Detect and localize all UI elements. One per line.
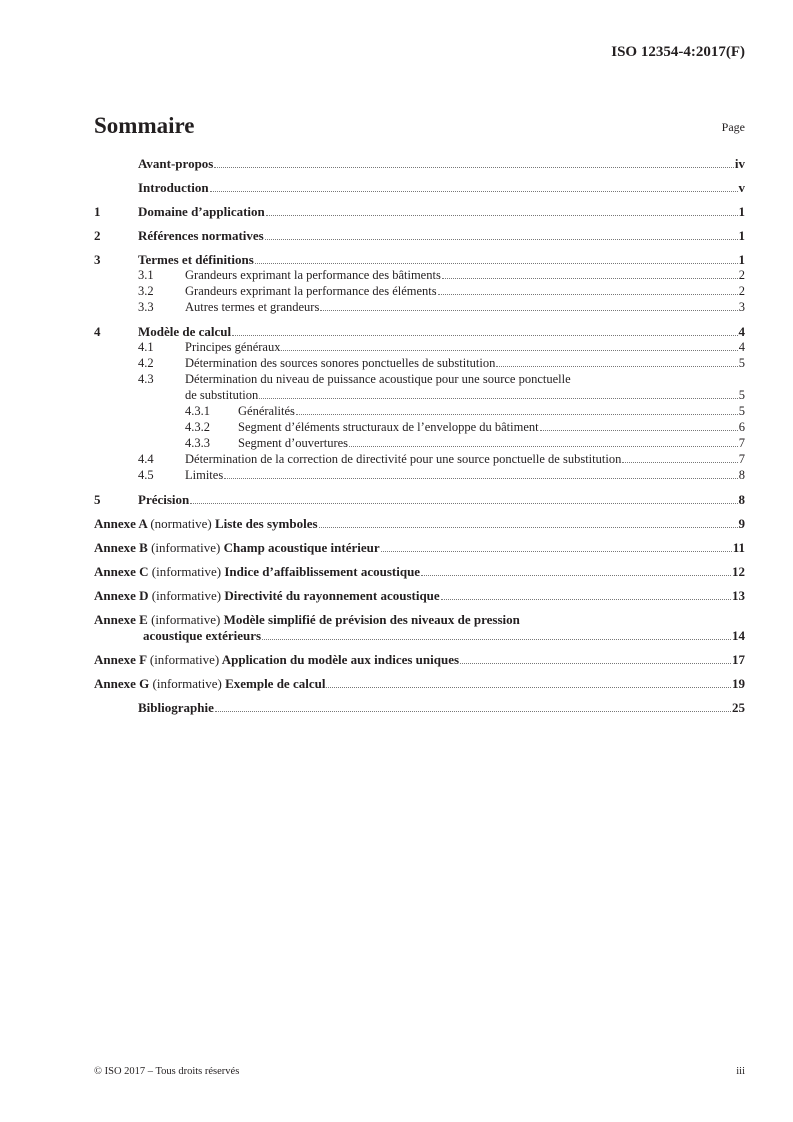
toc-entry-title: Termes et définitions — [138, 252, 254, 267]
toc-entry-number: 2 — [94, 228, 101, 243]
toc-entry-title-cont: acoustique extérieurs — [143, 628, 262, 643]
toc-entry-page: 3 — [738, 300, 745, 314]
copyright: © ISO 2017 – Tous droits réservés — [94, 1066, 240, 1077]
toc-entry-page: 25 — [732, 700, 745, 715]
toc-entry-title: Limites — [185, 468, 224, 482]
toc-entry-number: 3.3 — [138, 300, 154, 314]
toc-entry-title-cont: de substitution — [185, 388, 259, 402]
toc-entry-continuation[interactable] — [94, 388, 745, 404]
annex-label: Annexe D — [94, 588, 149, 603]
page-title: Sommaire — [94, 113, 195, 138]
dot-leader — [265, 239, 738, 240]
toc-entry-number: 4.3.3 — [185, 436, 210, 450]
toc-entry-title: Domaine d’application — [138, 204, 265, 219]
dot-leader — [381, 551, 732, 552]
toc-entry-number: 3.2 — [138, 284, 154, 298]
toc-entry[interactable] — [94, 228, 745, 244]
toc-entry-page: 1 — [738, 228, 745, 243]
toc-entry-title — [94, 612, 520, 628]
toc-entry-page: 2 — [738, 284, 745, 298]
annex-title: Modèle simplifié de prévision des niveaux de pression — [223, 612, 520, 627]
toc-entry-title — [94, 540, 380, 556]
toc-entry-title: Grandeurs exprimant la performance des éléments — [185, 284, 437, 298]
dot-leader — [441, 599, 731, 600]
toc-entry[interactable] — [94, 156, 745, 172]
annex-title: Application du modèle aux indices uniques — [221, 652, 460, 667]
dot-leader — [232, 335, 737, 336]
toc-entry-page: 12 — [732, 564, 745, 579]
toc-entry-page: 6 — [738, 420, 745, 434]
annex-title: Directivité du rayonnement acoustique — [224, 588, 440, 603]
toc-entry-page: 11 — [732, 540, 745, 555]
toc-entry-page: 9 — [738, 516, 745, 531]
dot-leader — [622, 462, 737, 463]
dot-leader — [255, 263, 738, 264]
document-id: ISO 12354-4:2017(F) — [611, 44, 745, 60]
toc-entry[interactable] — [94, 700, 745, 716]
annex-title: Liste des symboles — [214, 516, 318, 531]
dot-leader — [442, 278, 738, 279]
dot-leader — [460, 663, 731, 664]
toc-entry-title — [94, 516, 318, 532]
dot-leader — [266, 215, 738, 216]
annex-label: Annexe F — [94, 652, 147, 667]
toc-entry-title: Avant-propos — [138, 156, 214, 171]
toc-entry[interactable] — [94, 204, 745, 220]
dot-leader — [421, 575, 731, 576]
toc-entry-number: 4.4 — [138, 452, 154, 466]
toc-entry-page: 19 — [732, 676, 745, 691]
toc-entry[interactable] — [94, 268, 745, 284]
toc-entry-page: v — [738, 180, 745, 195]
toc-entry[interactable] — [94, 492, 745, 508]
toc-entry[interactable] — [94, 652, 745, 668]
toc-entry[interactable] — [94, 372, 745, 388]
annex-label: Annexe E — [94, 612, 148, 627]
dot-leader — [214, 167, 734, 168]
dot-leader — [296, 414, 738, 415]
toc-entry[interactable] — [94, 676, 745, 692]
toc-entry[interactable] — [94, 324, 745, 340]
annex-kind: (informative) — [152, 676, 222, 691]
toc-entry[interactable] — [94, 612, 745, 628]
annex-kind: (normative) — [150, 516, 212, 531]
toc-entry-title: Généralités — [238, 404, 295, 418]
toc-entry-continuation[interactable] — [94, 628, 745, 644]
toc-entry[interactable] — [94, 180, 745, 196]
annex-kind: (informative) — [149, 652, 220, 667]
toc-entry-page: 14 — [732, 628, 745, 643]
annex-label: Annexe C — [94, 564, 149, 579]
annex-kind: (informative) — [151, 612, 221, 627]
toc-entry-number: 4.3.2 — [185, 420, 210, 434]
toc-entry[interactable] — [94, 468, 745, 484]
dot-leader — [281, 350, 737, 351]
toc-entry-page: 1 — [738, 252, 745, 267]
toc-entry-number: 4.3.1 — [185, 404, 210, 418]
toc-entry-title: Autres termes et grandeurs — [185, 300, 320, 314]
toc-entry-page: 8 — [738, 468, 745, 482]
dot-leader — [215, 711, 731, 712]
toc-entry-page: 7 — [738, 436, 745, 450]
toc-entry-page: 8 — [738, 492, 745, 507]
toc-entry[interactable] — [94, 300, 745, 316]
annex-title: Champ acoustique intérieur — [223, 540, 380, 555]
toc-entry-number: 4.5 — [138, 468, 154, 482]
toc-entry-number: 4.1 — [138, 340, 154, 354]
toc-entry[interactable] — [94, 356, 745, 372]
toc-entry-title: Détermination de la correction de directivité pour une source ponctuelle de substitution — [185, 452, 622, 466]
toc-entry-page: 4 — [738, 324, 745, 339]
toc-entry-title: Références normatives — [138, 228, 264, 243]
toc-entry[interactable] — [94, 284, 745, 300]
toc-entry-page: iv — [734, 156, 745, 171]
toc-entry[interactable] — [94, 516, 745, 532]
toc-entry-number: 5 — [94, 492, 101, 507]
toc-entry-title — [94, 676, 325, 692]
toc-entry-page: 4 — [738, 340, 745, 354]
toc-entry[interactable] — [94, 436, 745, 452]
dot-leader — [319, 527, 738, 528]
toc-entry-number: 3 — [94, 252, 101, 267]
toc-entry-title: Introduction — [138, 180, 209, 195]
toc-entry-number: 4.2 — [138, 356, 154, 370]
toc-entry-title: Détermination des sources sonores ponctuelles de substitution — [185, 356, 496, 370]
toc-entry-title: Segment d’éléments structuraux de l’enveloppe du bâtiment — [238, 420, 539, 434]
toc-entry-page: 5 — [738, 404, 745, 418]
toc-entry[interactable] — [94, 404, 745, 420]
toc-entry-title: Segment d’ouvertures — [238, 436, 349, 450]
footer — [94, 1066, 745, 1077]
annex-kind: (informative) — [151, 564, 222, 579]
dot-leader — [320, 310, 737, 311]
dot-leader — [438, 294, 738, 295]
toc-entry[interactable] — [94, 564, 745, 580]
dot-leader — [326, 687, 731, 688]
toc-entry-page: 2 — [738, 268, 745, 282]
toc-entry-title — [94, 564, 420, 580]
annex-title: Indice d’affaiblissement acoustique — [224, 564, 421, 579]
page-number: iii — [736, 1066, 745, 1077]
dot-leader — [349, 446, 738, 447]
toc-entry-title: Bibliographie — [138, 700, 214, 715]
toc-entry-page: 5 — [738, 356, 745, 370]
dot-leader — [540, 430, 738, 431]
toc-entry-title: Principes généraux — [185, 340, 281, 354]
toc-entry-number: 3.1 — [138, 268, 154, 282]
toc-entry-page: 17 — [732, 652, 745, 667]
toc-entry-title: Modèle de calcul — [138, 324, 232, 339]
annex-label: Annexe B — [94, 540, 148, 555]
toc-entry[interactable] — [94, 340, 745, 356]
annex-label: Annexe A — [94, 516, 148, 531]
dot-leader — [259, 398, 737, 399]
dot-leader — [262, 639, 731, 640]
toc-entry[interactable] — [94, 588, 745, 604]
toc-entry-page: 13 — [732, 588, 745, 603]
toc-entry[interactable] — [94, 540, 745, 556]
toc-entry[interactable] — [94, 420, 745, 436]
toc-entry-title — [94, 588, 440, 604]
toc-entry-page: 5 — [738, 388, 745, 402]
toc-entry-title — [94, 652, 459, 668]
toc-entry[interactable] — [94, 252, 745, 268]
toc-entry[interactable] — [94, 452, 745, 468]
annex-kind: (informative) — [151, 588, 222, 603]
page-column-label: Page — [721, 120, 745, 134]
toc-entry-title: Grandeurs exprimant la performance des bâtiments — [185, 268, 441, 282]
toc-entry-title: Précision — [138, 492, 190, 507]
annex-label: Annexe G — [94, 676, 150, 691]
toc-entry-number: 1 — [94, 204, 101, 219]
table-of-contents — [94, 156, 745, 716]
toc-entry-page: 7 — [738, 452, 745, 466]
annex-kind: (informative) — [151, 540, 221, 555]
annex-title: Exemple de calcul — [225, 676, 326, 691]
toc-entry-number: 4 — [94, 324, 101, 339]
toc-entry-page: 1 — [738, 204, 745, 219]
toc-entry-title: Détermination du niveau de puissance acoustique pour une source ponctuelle — [185, 372, 571, 386]
dot-leader — [496, 366, 737, 367]
dot-leader — [190, 503, 737, 504]
dot-leader — [224, 478, 738, 479]
dot-leader — [210, 191, 738, 192]
toc-entry-number: 4.3 — [138, 372, 154, 386]
